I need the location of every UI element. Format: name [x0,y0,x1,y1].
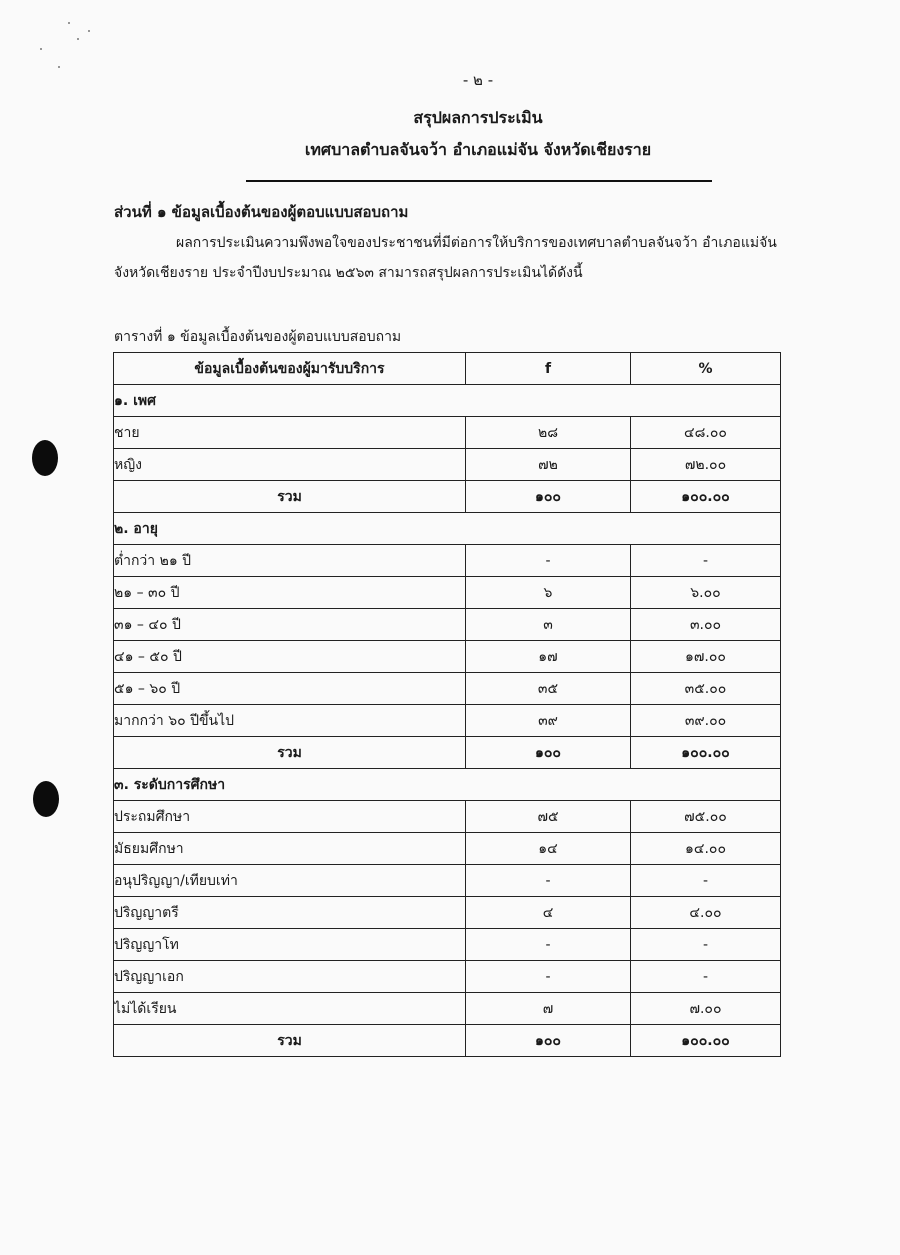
row-f: ๑๗ [466,641,631,673]
row-f: ๓๙ [466,705,631,737]
row-label: มากกว่า ๖๐ ปีขึ้นไป [114,705,466,737]
row-f: ๓๕ [466,673,631,705]
row-percent: ๓๕.๐๐ [631,673,781,705]
intro-line-1: ผลการประเมินความพึงพอใจของประชาชนที่มีต่อการให้บริการของเทศบาลตำบลจันจว้า อำเภอแม่จัน [176,235,777,251]
row-label: หญิง [114,449,466,481]
row-percent: ๗๒.๐๐ [631,449,781,481]
row-percent: ๖.๐๐ [631,577,781,609]
row-percent: - [631,929,781,961]
scan-speck [77,38,79,40]
table-header-row [114,353,781,385]
group-title-age: ๒. อายุ [114,513,781,545]
intro-paragraph [114,228,784,288]
scan-speck [40,48,42,50]
row-percent: ๑๔.๐๐ [631,833,781,865]
row-label: ปริญญาตรี [114,897,466,929]
row-percent: ๓.๐๐ [631,609,781,641]
row-percent: ๗๕.๐๐ [631,801,781,833]
total-label: รวม [114,481,466,513]
row-f: ๗๒ [466,449,631,481]
respondent-table [113,352,781,1057]
total-label: รวม [114,1025,466,1057]
table-row [114,673,781,705]
row-percent: ๑๗.๐๐ [631,641,781,673]
row-label: ปริญญาเอก [114,961,466,993]
row-label: ปริญญาโท [114,929,466,961]
page-number: - ๒ - [462,71,494,89]
intro-line-2: จังหวัดเชียงราย ประจำปีงบประมาณ ๒๕๖๓ สามารถสรุปผลการประเมินได้ดังนี้ [114,265,583,281]
row-f: - [466,961,631,993]
row-percent: ๔.๐๐ [631,897,781,929]
table-row [114,417,781,449]
row-label: ๔๑ – ๕๐ ปี [114,641,466,673]
row-label: มัธยมศึกษา [114,833,466,865]
scan-speck [68,22,70,24]
row-percent: - [631,961,781,993]
table-row [114,705,781,737]
total-row [114,1025,781,1057]
row-label: ชาย [114,417,466,449]
table-row [114,577,781,609]
row-label: ๓๑ – ๔๐ ปี [114,609,466,641]
row-f: ๔ [466,897,631,929]
total-f: ๑๐๐ [466,737,631,769]
table-row [114,993,781,1025]
row-f: ๑๔ [466,833,631,865]
table-caption: ตารางที่ ๑ ข้อมูลเบื้องต้นของผู้ตอบแบบสอบถาม [114,329,402,345]
row-label: อนุปริญญา/เทียบเท่า [114,865,466,897]
header-info: ข้อมูลเบื้องต้นของผู้มารับบริการ [114,353,466,385]
binder-hole [33,781,59,817]
binder-hole [32,440,58,476]
total-row [114,737,781,769]
table-row [114,865,781,897]
total-percent: ๑๐๐.๐๐ [631,737,781,769]
row-percent: - [631,545,781,577]
table-row [114,833,781,865]
section-heading: ส่วนที่ ๑ ข้อมูลเบื้องต้นของผู้ตอบแบบสอบถาม [114,203,409,221]
group-title-education: ๓. ระดับการศึกษา [114,769,781,801]
table-row [114,609,781,641]
row-percent: - [631,865,781,897]
group-row [114,385,781,417]
table-row [114,929,781,961]
group-row [114,513,781,545]
group-row [114,769,781,801]
row-f: ๗ [466,993,631,1025]
scan-speck [88,30,90,32]
row-label: ๕๑ – ๖๐ ปี [114,673,466,705]
table-row [114,801,781,833]
row-label: ไม่ได้เรียน [114,993,466,1025]
row-f: - [466,865,631,897]
total-f: ๑๐๐ [466,1025,631,1057]
document-title: สรุปผลการประเมิน [413,108,543,127]
table-row [114,449,781,481]
row-f: ๓ [466,609,631,641]
total-label: รวม [114,737,466,769]
row-f: ๖ [466,577,631,609]
row-percent: ๓๙.๐๐ [631,705,781,737]
row-f: ๗๕ [466,801,631,833]
total-row [114,481,781,513]
row-percent: ๔๘.๐๐ [631,417,781,449]
row-f: - [466,929,631,961]
table-row [114,641,781,673]
document-subtitle: เทศบาลตำบลจันจว้า อำเภอแม่จัน จังหวัดเชียงราย [304,140,652,159]
group-title-gender: ๑. เพศ [114,385,781,417]
row-label: ประถมศึกษา [114,801,466,833]
row-percent: ๗.๐๐ [631,993,781,1025]
header-f: f [466,353,631,385]
title-underline [246,180,712,182]
total-percent: ๑๐๐.๐๐ [631,1025,781,1057]
row-f: ๒๘ [466,417,631,449]
table-row [114,961,781,993]
table-row [114,897,781,929]
table-row [114,545,781,577]
row-f: - [466,545,631,577]
total-f: ๑๐๐ [466,481,631,513]
total-percent: ๑๐๐.๐๐ [631,481,781,513]
header-percent: % [631,353,781,385]
row-label: ต่ำกว่า ๒๑ ปี [114,545,466,577]
row-label: ๒๑ – ๓๐ ปี [114,577,466,609]
